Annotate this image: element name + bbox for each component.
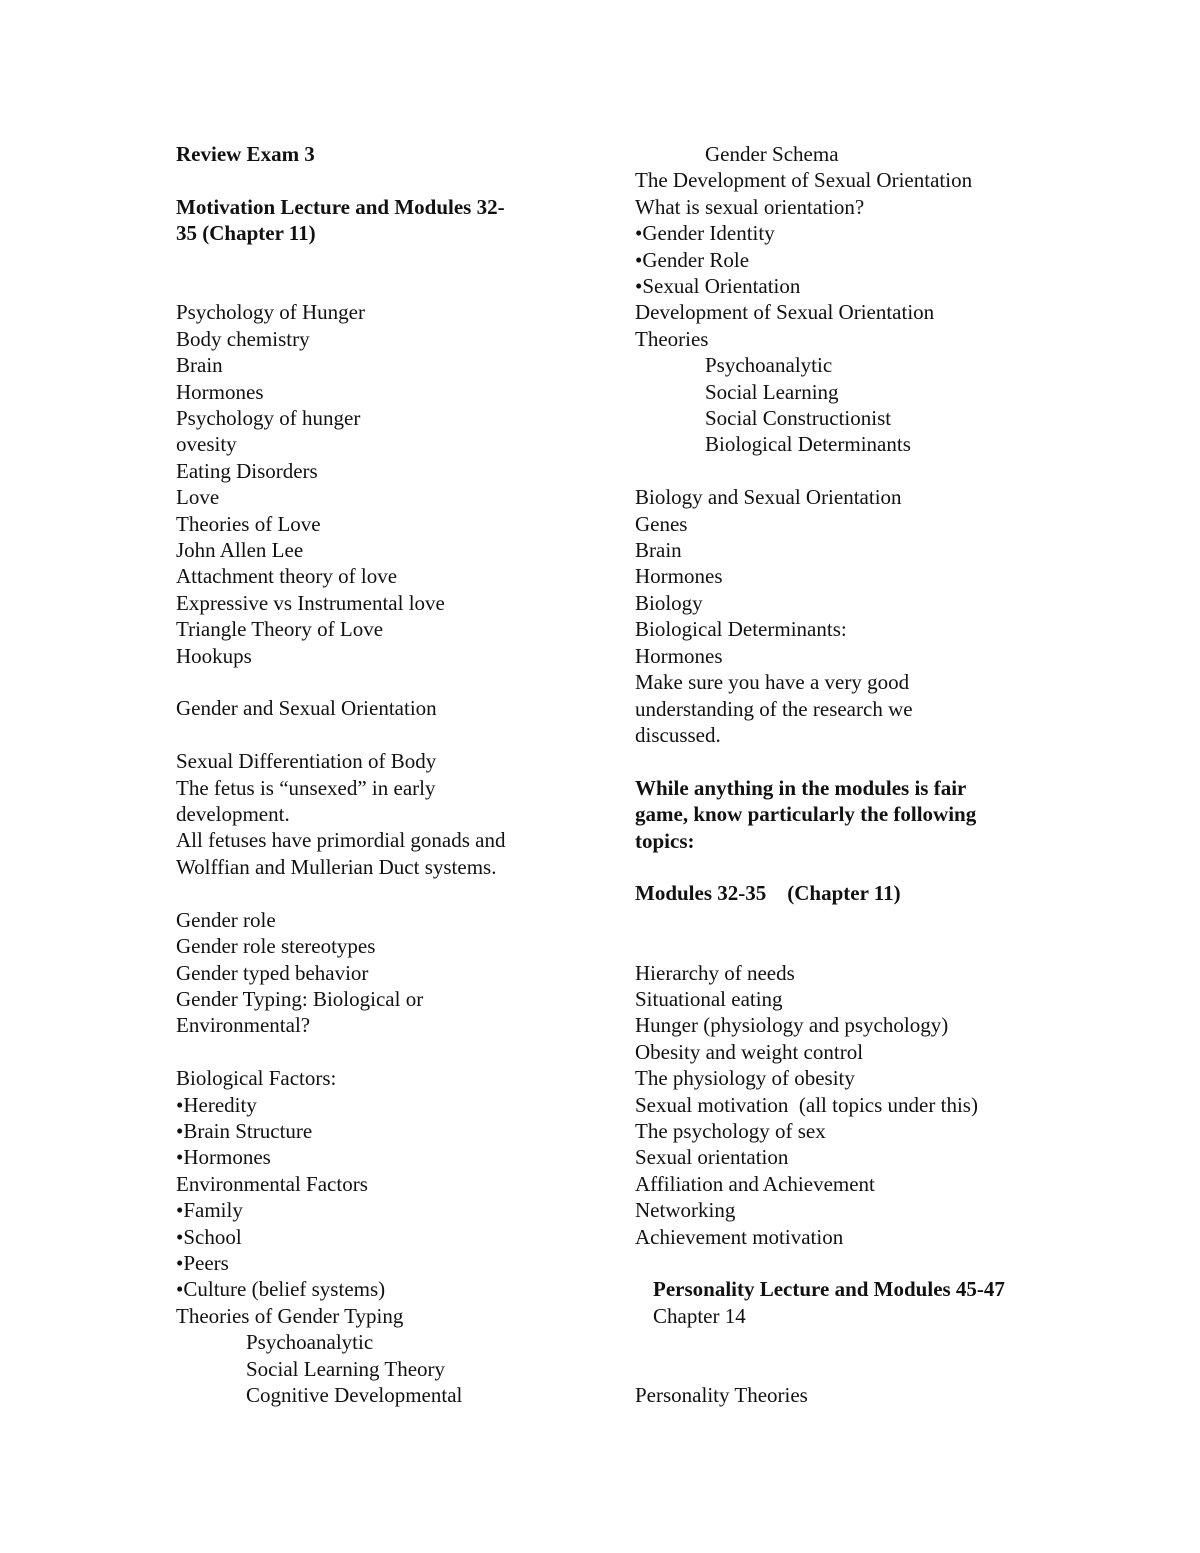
left-text-line: Biological Factors: [176,1066,337,1091]
left-text-line: Expressive vs Instrumental love [176,590,445,615]
blank-line [176,167,566,193]
left-text-line: •Brain Structure [176,1118,313,1143]
blank-line [176,273,566,299]
left-text-line: 35 (Chapter 11) [176,221,316,246]
left-text-line: John Allen Lee [176,538,304,563]
right-text-line: understanding of the research we [635,696,913,721]
right-text-line: •Gender Identity [635,221,775,246]
right-text-line: While anything in the modules is fair [635,775,967,800]
left-text-line: Motivation Lecture and Modules 32- [176,194,505,219]
right-text-line: Social Learning [705,379,839,404]
left-text-line: ovesity [176,432,237,457]
right-text-line: Social Constructionist [705,406,892,431]
blank-line [176,1039,566,1065]
left-text-line: •Culture (belief systems) [176,1277,386,1302]
left-text-line: Environmental Factors [176,1171,368,1196]
blank-line [176,880,566,906]
left-text-line: Attachment theory of love [176,564,398,589]
right-text-line: Hierarchy of needs [635,960,795,985]
left-text-line: Social Learning Theory [246,1356,446,1381]
right-text-line: Networking [635,1198,736,1223]
left-text-line: Gender Typing: Biological or [176,986,424,1011]
right-text-line: Development of Sexual Orientation [635,300,935,325]
right-text-line: Personality Lecture and Modules 45-47 [653,1277,1005,1302]
left-text-line: Cognitive Developmental [246,1382,463,1407]
blank-line [635,748,1065,774]
left-text-line: Gender role [176,907,276,932]
right-text-line: Make sure you have a very good [635,670,910,695]
left-text-line: Theories of Love [176,511,321,536]
left-text-line: Love [176,485,220,510]
left-text-line: Hookups [176,643,252,668]
left-text-line: Brain [176,353,223,378]
left-text-line: Review Exam 3 [176,142,315,166]
left-text-line: •School [176,1224,242,1249]
right-text-line: The psychology of sex [635,1118,826,1143]
right-text-line: Sexual motivation (all topics under this) [635,1092,978,1117]
left-text-line: •Peers [176,1250,229,1275]
right-text-line: Achievement motivation [635,1224,844,1249]
right-column [635,141,1065,1408]
blank-line [635,933,1065,959]
left-text-line: The fetus is “unsexed” in early [176,775,436,800]
right-text-line: Biology and Sexual Orientation [635,485,902,510]
blank-line [635,854,1065,880]
left-text-line: Eating Disorders [176,458,318,483]
right-text-line: Affiliation and Achievement [635,1171,875,1196]
left-text-line: Gender and Sexual Orientation [176,696,437,721]
left-text-line: Psychoanalytic [246,1330,374,1355]
left-text-line: Sexual Differentiation of Body [176,749,437,774]
right-text-line: •Gender Role [635,247,750,272]
right-text-line: Biology [635,590,703,615]
right-text-line: •Sexual Orientation [635,274,801,299]
blank-line [635,907,1065,933]
right-text-line: Chapter 14 [653,1303,746,1328]
right-text-line: What is sexual orientation? [635,194,865,219]
blank-line [635,1329,1065,1355]
right-text-line: Obesity and weight control [635,1039,864,1064]
left-text-line: Psychology of Hunger [176,300,365,325]
right-text-line: The physiology of obesity [635,1066,855,1091]
right-text-line: Hunger (physiology and psychology) [635,1013,949,1038]
right-text-line: Modules 32-35 (Chapter 11) [635,881,901,906]
left-text-line: •Family [176,1198,243,1223]
blank-line [635,1250,1065,1276]
left-text-line: Psychology of hunger [176,406,361,431]
right-text-line: Biological Determinants [705,432,911,457]
left-column [176,141,566,1408]
right-text-line: game, know particularly the following [635,802,977,827]
blank-line [635,458,1065,484]
blank-line [635,1356,1065,1382]
right-text-line: Theories [635,326,709,351]
right-text-line: Sexual orientation [635,1145,789,1170]
right-text-line: Genes [635,511,688,536]
right-text-line: Brain [635,538,682,563]
left-text-line: All fetuses have primordial gonads and [176,828,506,853]
right-text-line: Biological Determinants: [635,617,847,642]
left-text-line: Body chemistry [176,326,310,351]
left-text-line: Gender role stereotypes [176,934,376,959]
left-text-line: Gender typed behavior [176,960,369,985]
right-text-line: The Development of Sexual Orientation [635,168,973,193]
left-text-line: Theories of Gender Typing [176,1303,404,1328]
blank-line [176,247,566,273]
blank-line [176,722,566,748]
left-text-line: Wolffian and Mullerian Duct systems. [176,854,497,879]
right-text-line: Hormones [635,564,723,589]
right-text-line: Gender Schema [705,142,839,166]
right-text-line: discussed. [635,722,721,747]
right-text-line: Hormones [635,643,723,668]
right-text-line: topics: [635,828,695,853]
left-text-line: •Hormones [176,1145,271,1170]
right-text-line: Psychoanalytic [705,353,833,378]
right-text-line: Personality Theories [635,1382,808,1407]
left-text-line: Environmental? [176,1013,311,1038]
right-text-line: Situational eating [635,986,783,1011]
left-text-line: development. [176,802,290,827]
left-text-line: •Heredity [176,1092,257,1117]
blank-line [176,669,566,695]
left-text-line: Triangle Theory of Love [176,617,384,642]
left-text-line: Hormones [176,379,264,404]
